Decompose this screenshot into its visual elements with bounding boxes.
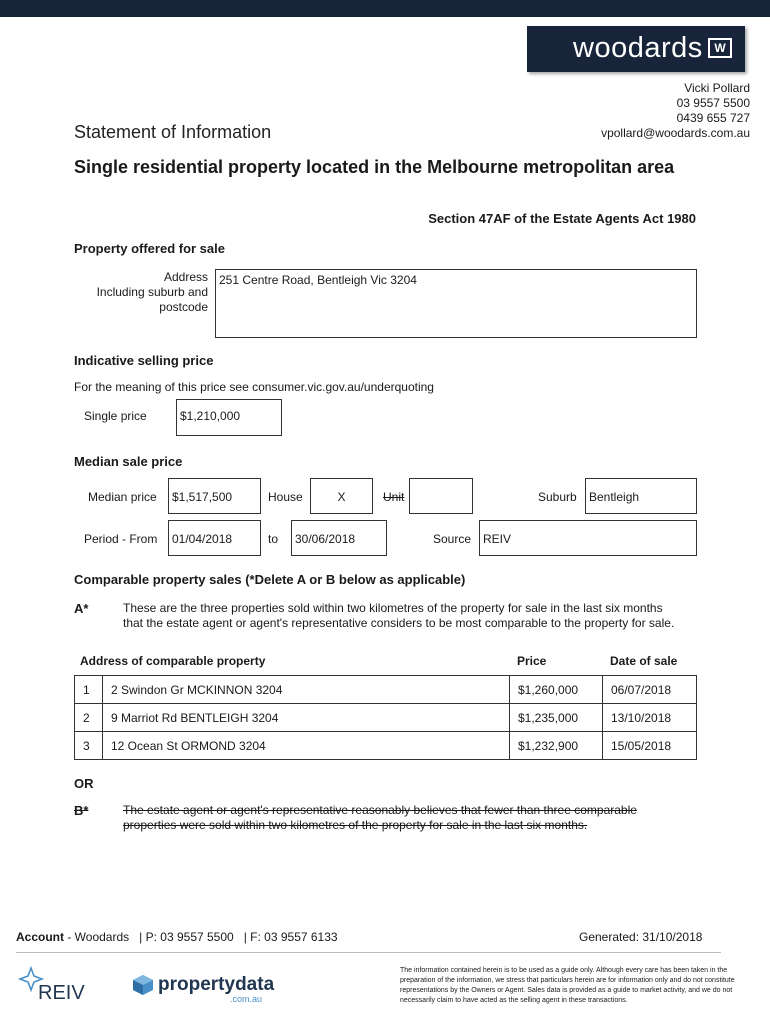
comparable-heading: Comparable property sales (*Delete A or B below as applicable) [74, 572, 466, 587]
row-number: 2 [75, 704, 103, 732]
footer-fax: | F: 03 9557 6133 [243, 930, 338, 944]
underquoting-note: For the meaning of this price see consumer.vic.gov.au/underquoting [74, 380, 434, 394]
row-date: 06/07/2018 [603, 676, 697, 704]
agent-mobile: 0439 655 727 [676, 111, 750, 125]
col-address-header: Address of comparable property [80, 654, 266, 668]
source-field[interactable]: REIV [479, 520, 697, 556]
row-price: $1,260,000 [510, 676, 603, 704]
logo-mark-icon: W [708, 38, 732, 58]
address-field[interactable]: 251 Centre Road, Bentleigh Vic 3204 [215, 269, 697, 338]
row-number: 3 [75, 732, 103, 760]
unit-field[interactable] [409, 478, 473, 514]
table-row [75, 732, 697, 760]
table-row [75, 704, 697, 732]
footer-divider [16, 952, 721, 953]
source-label: Source [433, 532, 472, 546]
agent-phone: 03 9557 5500 [676, 96, 750, 110]
option-b-label: B* [74, 803, 89, 818]
address-label: Address Including suburb and postcode [96, 270, 208, 314]
period-from-label: Period - From [84, 532, 158, 546]
median-price-field[interactable]: $1,517,500 [168, 478, 261, 514]
reiv-logo [16, 966, 96, 1006]
period-to-field[interactable]: 30/06/2018 [291, 520, 387, 556]
top-bar [0, 0, 770, 17]
house-label: House [268, 490, 303, 504]
row-address: 2 Swindon Gr MCKINNON 3204 [103, 676, 510, 704]
col-date-header: Date of sale [610, 654, 678, 668]
option-a-label: A* [74, 601, 89, 616]
agent-name: Vicki Pollard [684, 81, 750, 95]
propertydata-cube-icon [132, 974, 154, 996]
single-price-field[interactable]: $1,210,000 [176, 399, 282, 436]
agent-email: vpollard@woodards.com.au [601, 126, 750, 140]
single-price-label: Single price [84, 409, 147, 423]
unit-label: Unit [383, 490, 405, 504]
indicative-heading: Indicative selling price [74, 353, 214, 368]
account-label: Account [16, 930, 64, 944]
house-field[interactable]: X [310, 478, 373, 514]
suburb-field[interactable]: Bentleigh [585, 478, 697, 514]
col-price-header: Price [517, 654, 547, 668]
period-from-field[interactable]: 01/04/2018 [168, 520, 261, 556]
footer-phone: | P: 03 9557 5500 [139, 930, 234, 944]
property-heading: Property offered for sale [74, 241, 225, 256]
footer-account [16, 930, 338, 944]
statement-title: Statement of Information [74, 122, 272, 142]
disclaimer-text: The information contained herein is to be used as a guide only. Although every care has been taken in the preparation of the information, we stress that particulars herein are for information only and do not constitute representations by the Owners or Agent. Sales data is provided as a guide to market activity, and we do not necessarily claim to have acted as the selling agent in these transactions. [400, 967, 735, 1004]
propertydata-logo [132, 972, 275, 1008]
generated-date: Generated: 31/10/2018 [579, 930, 703, 944]
agent-contact [601, 81, 750, 141]
row-price: $1,232,900 [510, 732, 603, 760]
row-price: $1,235,000 [510, 704, 603, 732]
median-price-label: Median price [88, 490, 157, 504]
propertydata-wordmark: propertydata [158, 974, 275, 995]
logo-wordmark: woodards [573, 32, 703, 64]
propertydata-domain: .com.au [230, 994, 263, 1004]
option-b-text: The estate agent or agent's representative reasonably believes that fewer than three comparable properties were sold within two kilometres of the property for sale in the last six months. [123, 803, 637, 832]
option-a-text: These are the three properties sold within two kilometres of the property for sale in the last six months that the estate agent or agent's representative considers to be most comparable to the property for sale. [123, 601, 675, 630]
table-row [75, 676, 697, 704]
reiv-wordmark: REIV [38, 982, 85, 1004]
period-to-label: to [268, 532, 279, 546]
median-heading: Median sale price [74, 454, 183, 469]
row-date: 15/05/2018 [603, 732, 697, 760]
row-address: 12 Ocean St ORMOND 3204 [103, 732, 510, 760]
section-reference: Section 47AF of the Estate Agents Act 1980 [428, 211, 696, 226]
woodards-logo [527, 26, 745, 72]
row-number: 1 [75, 676, 103, 704]
row-date: 13/10/2018 [603, 704, 697, 732]
comparable-table [74, 675, 697, 760]
suburb-label: Suburb [538, 490, 577, 504]
account-value: - Woodards [67, 930, 130, 944]
or-label: OR [74, 776, 94, 791]
row-address: 9 Marriot Rd BENTLEIGH 3204 [103, 704, 510, 732]
page-title: Single residential property located in the Melbourne metropolitan area [74, 157, 675, 177]
